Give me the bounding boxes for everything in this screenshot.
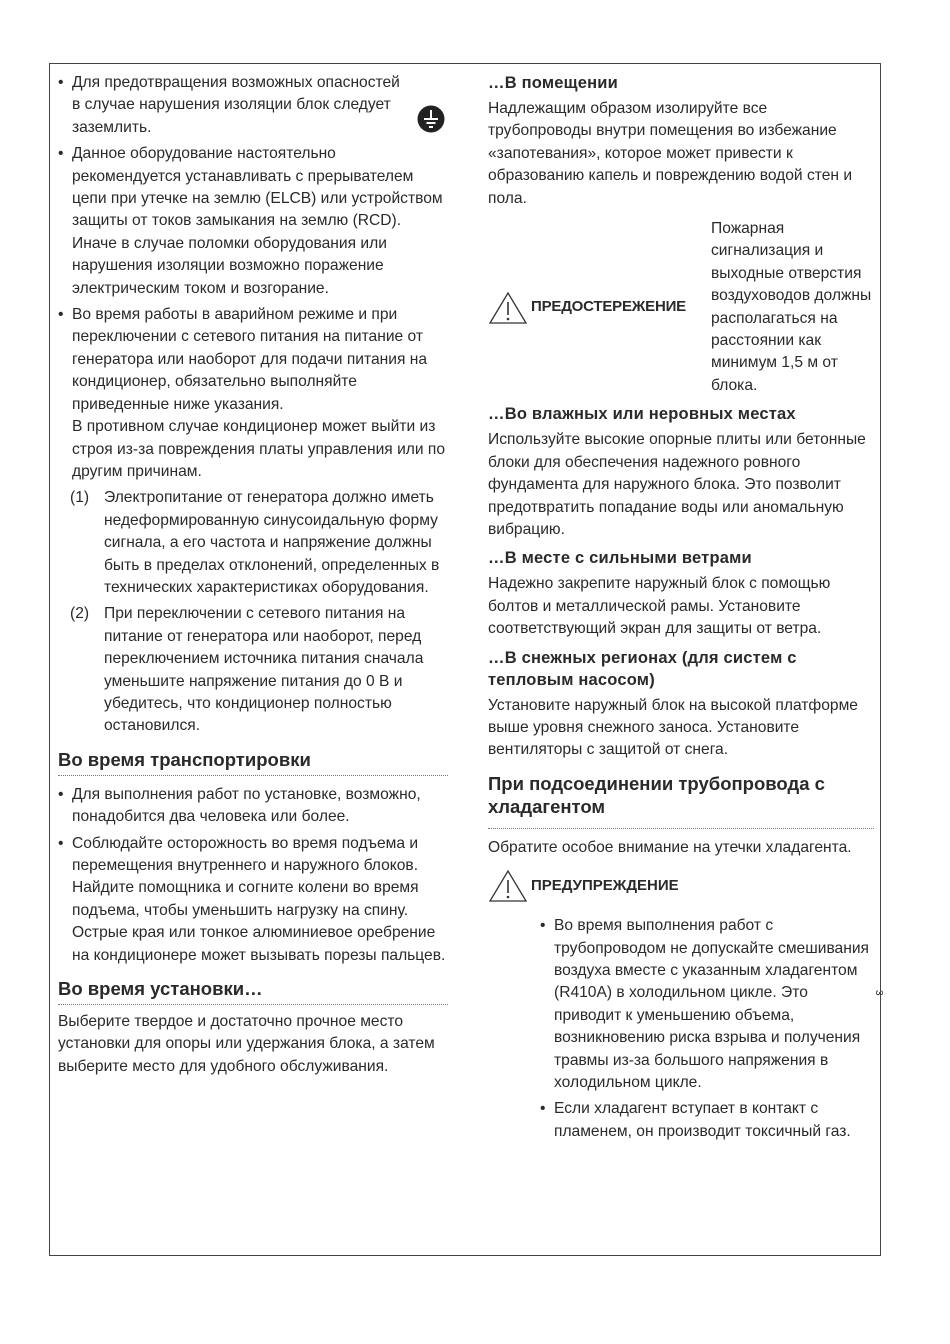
heading-installation: Во время установки… (58, 977, 448, 1005)
sub-item-1-number: (1) (70, 489, 90, 507)
caution-label-text: ПРЕДОСТЕРЕЖЕНИЕ (531, 298, 686, 316)
bullet-emergency: • Во время работы в аварийном режиме и при переключении с сетевого питания на питание от генератора или наоборот для подачи питания на кондиционер, обязательно выполняйте приведенные ниже указания. (58, 304, 448, 416)
warning-triangle-icon (488, 291, 528, 325)
warning-item-flame: • Если хладагент вступает в контакт с пламенем, он производит токсичный газ. (540, 1098, 874, 1143)
sub-item-2-text: При переключении с сетевого питания на питание от генератора или наоборот, перед переключением источника питания сначала уменьшите напряжение питания до 0 В и убедитесь, что кондиционер полностью остановился. (104, 605, 424, 735)
bullet-grounding: • Для предотвращения возможных опасностей в случае нарушения изоляции блок следует заземлить. (58, 72, 448, 139)
refrigerant-text: Обратите особое внимание на утечки хладагента. (488, 838, 852, 856)
sub-item-1 (58, 487, 448, 599)
heading-refrigerant-piping: При подсоединении трубопровода с хладагентом (488, 772, 874, 829)
warning-label-text: ПРЕДУПРЕЖДЕНИЕ (531, 876, 679, 894)
bullet-two-people: • Для выполнения работ по установке, возможно, понадобится два человека или более. (58, 784, 448, 829)
warning-label (488, 869, 874, 903)
windy-places-text: Надежно закрепите наружный блок с помощью болтов и металлической рамы. Установите соответствующий экран для защиты от ветра. (488, 575, 831, 638)
installation-text: Выберите твердое и достаточно прочное место установки для опоры или удержания блока, а затем выберите место для удобного обслуживания. (58, 1013, 435, 1075)
wet-places-text: Используйте высокие опорные плиты или бетонные блоки для обеспечения надежного ровного фундамента для наружного блока. Это позволит предотвратить попадание воды или аномальную вибрацию. (488, 431, 866, 538)
page-number: 3 (873, 990, 884, 996)
right-column (488, 72, 874, 1143)
caution-label (488, 291, 711, 325)
bullet-lifting: • Соблюдайте осторожность во время подъема и перемещения внутреннего и наружного блоков. Найдите помощника и согните колени во время подъема, чтобы уменьшить нагрузку на спину. Острые края или тонкое алюминиевое оребрение на кондиционере может вызывать порезы пальцев. (58, 833, 448, 967)
snowy-regions-text: Установите наружный блок на высокой платформе выше уровня снежного заноса. Установите вентиляторы с защитой от снега. (488, 696, 858, 759)
sub-item-2-number: (2) (70, 605, 90, 623)
caution-block (488, 218, 874, 397)
bullet-elcb: • Данное оборудование настоятельно рекомендуется устанавливать с прерывателем цепи при утечке на землю (ELCB) или устройством защиты от токов замыкания на землю (RCD). Иначе в случае поломки оборудования или нарушения изоляции возможно поражение электрическим током и возгорание. (58, 143, 448, 300)
warning-triangle-icon (488, 869, 528, 903)
heading-snowy-regions: …В снежных регионах (для систем с тепловым насосом) (488, 648, 797, 689)
sub-item-1-text: Электропитание от генератора должно иметь недеформированную синусоидальную форму сигнала, а его частота и напряжение должны быть в пределах отклонений, определенных в технических характеристиках оборудования. (104, 489, 440, 596)
sub-item-2 (58, 603, 448, 737)
caution-text: Пожарная сигнализация и выходные отверстия воздуховодов должны располагаться на расстоянии как минимум 1,5 м от блока. (711, 220, 872, 394)
heading-wet-places: …Во влажных или неровных местах (488, 405, 796, 424)
left-column (58, 72, 448, 1078)
heading-indoor: …В помещении (488, 74, 618, 92)
warning-item-air: • Во время выполнения работ с трубопроводом не допускайте смешивания воздуха вместе с указанным хладагентом (R410A) в холодильном цикле. Это приводит к уменьшению объема, возникновению риска взрыва и получения травмы из-за большого напряжения в холодильном цикле. (540, 915, 874, 1094)
heading-transport: Во время транспортировки (58, 748, 448, 776)
emergency-note: В противном случае кондиционер может выйти из строя из-за повреждения платы управления или по другим причинам. (72, 418, 446, 480)
indoor-text: Надлежащим образом изолируйте все трубопроводы внутри помещения во избежание «запотевания», которое может привести к образованию капель и повреждению водой стен и пола. (488, 100, 853, 207)
warning-list (540, 915, 874, 1143)
heading-windy-places: …В месте с сильными ветрами (488, 549, 752, 568)
